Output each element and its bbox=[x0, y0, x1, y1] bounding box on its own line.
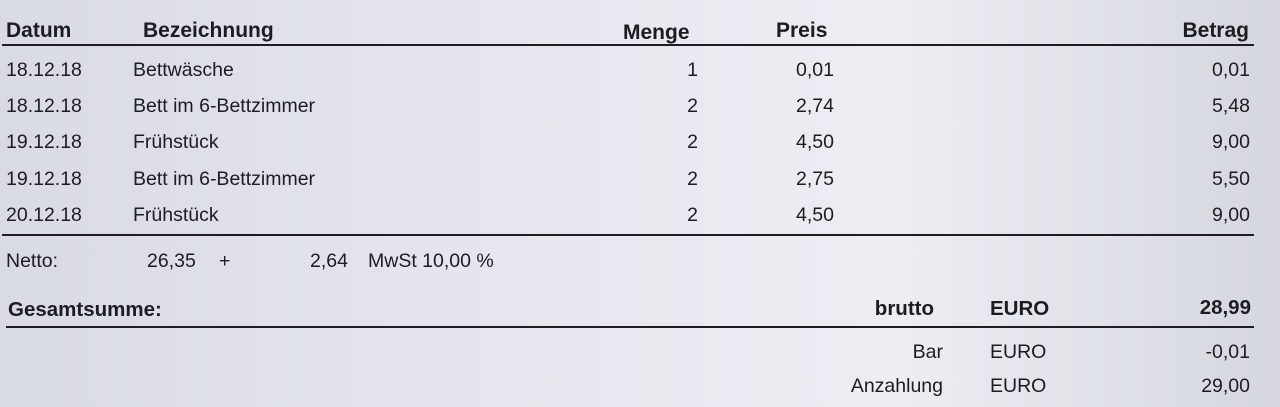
header-bezeichnung: Bezeichnung bbox=[143, 19, 274, 42]
row-2-datum: 18.12.18 bbox=[6, 95, 82, 117]
row-1-menge: 1 bbox=[687, 59, 698, 81]
row-2-bezeichnung: Bett im 6-Bettzimmer bbox=[133, 95, 316, 117]
header-preis: Preis bbox=[776, 19, 828, 42]
row-1-bezeichnung: Bettwäsche bbox=[133, 59, 234, 81]
payment-2-currency: EURO bbox=[990, 375, 1047, 397]
total-currency: EURO bbox=[990, 297, 1050, 320]
row-5-menge: 2 bbox=[687, 204, 698, 226]
total-amount: 28,99 bbox=[1199, 296, 1251, 319]
tax-label: MwSt 10,00 % bbox=[368, 250, 494, 272]
header-betrag: Betrag bbox=[1182, 19, 1249, 42]
row-4-menge: 2 bbox=[687, 168, 698, 190]
netto-label: Netto: bbox=[6, 250, 59, 272]
row-5-datum: 20.12.18 bbox=[6, 204, 82, 226]
row-2-betrag: 5,48 bbox=[1212, 95, 1250, 117]
row-4-bezeichnung: Bett im 6-Bettzimmer bbox=[133, 168, 316, 190]
payment-2-amount: 29,00 bbox=[1201, 375, 1250, 397]
total-label: Gesamtsumme: bbox=[8, 298, 162, 321]
row-5-betrag: 9,00 bbox=[1212, 204, 1250, 226]
payment-1-currency: EURO bbox=[990, 341, 1047, 363]
row-3-betrag: 9,00 bbox=[1212, 131, 1250, 153]
header-rule bbox=[2, 44, 1254, 46]
payment-1-amount: -0,01 bbox=[1205, 341, 1250, 363]
total-rule bbox=[6, 326, 1254, 328]
row-3-menge: 2 bbox=[687, 131, 698, 153]
header-menge: Menge bbox=[623, 21, 690, 44]
row-3-bezeichnung: Frühstück bbox=[133, 131, 219, 153]
row-4-betrag: 5,50 bbox=[1212, 168, 1250, 190]
row-1-preis: 0,01 bbox=[796, 59, 834, 81]
total-type: brutto bbox=[874, 297, 934, 320]
row-3-preis: 4,50 bbox=[796, 131, 834, 153]
netto-plus: + bbox=[219, 250, 231, 272]
row-4-preis: 2,75 bbox=[796, 168, 834, 190]
row-4-datum: 19.12.18 bbox=[6, 168, 82, 190]
row-1-betrag: 0,01 bbox=[1212, 59, 1250, 81]
payment-2-label: Anzahlung bbox=[850, 375, 943, 397]
tax-amount: 2,64 bbox=[310, 250, 348, 272]
netto-amount: 26,35 bbox=[147, 250, 196, 272]
row-2-menge: 2 bbox=[687, 95, 698, 117]
header-datum: Datum bbox=[6, 19, 72, 42]
payment-1-label: Bar bbox=[912, 341, 943, 363]
row-2-preis: 2,74 bbox=[796, 95, 834, 117]
row-3-datum: 19.12.18 bbox=[6, 131, 82, 153]
table-bottom-rule bbox=[2, 234, 1254, 236]
row-5-bezeichnung: Frühstück bbox=[133, 204, 219, 226]
row-5-preis: 4,50 bbox=[796, 204, 834, 226]
row-1-datum: 18.12.18 bbox=[6, 59, 82, 81]
